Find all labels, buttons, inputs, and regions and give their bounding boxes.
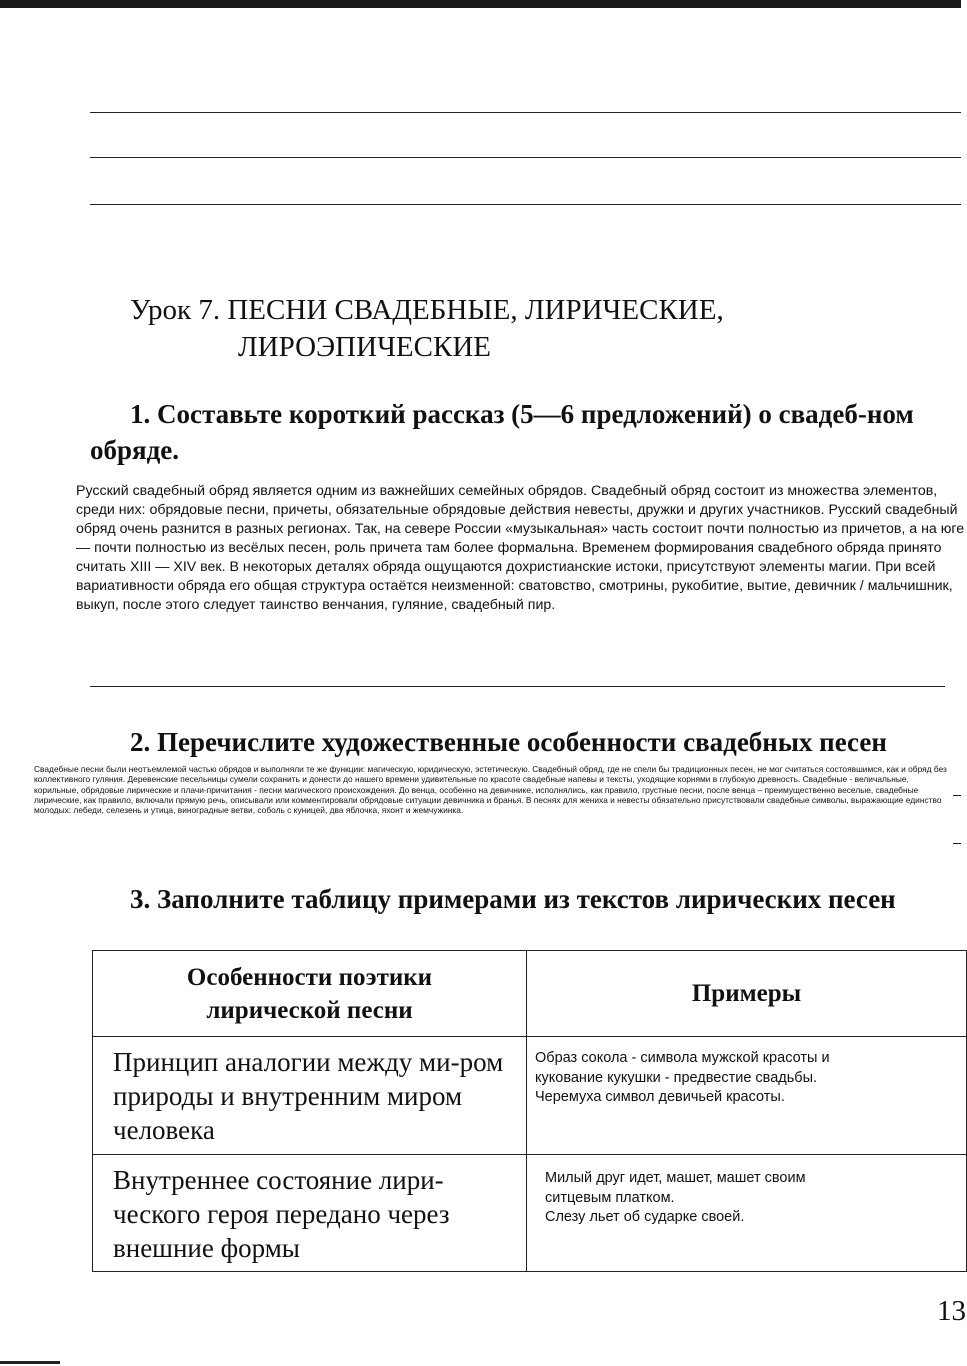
task2-heading: 2. Перечислите художественные особенности свадебных песен	[130, 727, 887, 757]
task1-answer: Русский свадебный обряд является одним из важнейших семейных обрядов. Свадебный обряд состоит из множества элементов, среди них: обрядовые песни, причеты, обязательные обрядовые действия невесты, дружки и других участников. Русский свадебный обряд очень разнится в разных регионах. Так, на севере России «музыкальная» часть состоит почти полностью из причетов, а на юге — почти полностью из весёлых песен, роль причета там более формальна. Временем формирования свадебного обряда принято считать XIII — XIV век. В некоторых деталях обряда ощущаются дохристианские истоки, присутствуют элементы магии. При всей вариативности обряда его общая структура остаётся неизменной: сватовство, смотрины, рукобитие, вытие, девичник / мальчишник, выкуп, после этого следует таинство венчания, гуляние, свадебный пир.	[76, 483, 965, 613]
example-cell	[527, 1155, 967, 1272]
feature-cell: Внутреннее состояние лири-ческого героя передано через внешние формы	[93, 1155, 527, 1272]
header-features	[93, 951, 527, 1037]
task2-answer: Свадебные песни были неотъемлемой частью обрядов и выполняли те же функции: магическую, юридическую, эстетическую. Свадебный обряд, где не спели бы традиционных песен, не мог считаться состоявшимся, как и обряд без коллективного гуляния. Деревенские песельницы сумели сохранить и донести до нашего времени удивительные по красоте свадебные напевы и тексты, уходящие корнями в глубокую древность. Свадебные - величальные, корильные, обрядовые лирические и плачи-причитания - песни магического происхождения. До венца, особенно на девичнике, исполнялись, как правило, грустные песни, после венца – преимущественно веселые, свадебные лирические, как правило, включали прямую речь, описывали или комментировали обрядовые ситуации девичника и бранья. В песнях для жениха и невесты обязательно присутствовали свадебные символы, выражающие единство молодых: лебеди, селезень и утица, виноградные ветви, соболь с куницей, два яблочка, яхонт и жемчужинка.	[34, 764, 947, 816]
example-line: ситцевым платком.	[545, 1189, 675, 1206]
task1-heading: 1. Составьте короткий рассказ (5—6 предложений) о свадеб-ном обряде.	[90, 399, 914, 465]
table-row	[93, 1037, 967, 1155]
header-features-line2: лирической песни	[206, 996, 413, 1024]
table-row	[93, 1155, 967, 1272]
example-line: Черемуха символ девичьей красоты.	[535, 1089, 785, 1105]
example-line: Милый друг идет, машет, машет своим	[545, 1170, 806, 1186]
answer-line-3	[90, 204, 961, 205]
scan-edge-top	[0, 0, 961, 8]
example-line: Слезу льет об сударке своей.	[545, 1209, 745, 1225]
example-line: кукование кукушки - предвестие свадьбы.	[535, 1069, 818, 1086]
answer-line-4	[90, 686, 945, 687]
example-cell	[527, 1037, 967, 1155]
answer-line-2	[90, 157, 961, 158]
poetics-table	[92, 950, 967, 1272]
task3-heading: 3. Заполните таблицу примерами из текстов лирических песен	[130, 884, 896, 914]
lesson-title-line2: ЛИРОЭПИЧЕСКИЕ	[238, 331, 491, 363]
margin-mark-2	[953, 843, 961, 844]
scan-edge-corner	[0, 1361, 60, 1364]
margin-mark-1	[953, 795, 961, 796]
lesson-title	[130, 292, 910, 366]
feature-cell: Принцип аналогии между ми-ром природы и внутренним миром человека	[93, 1037, 527, 1155]
example-line: Образ сокола - символа мужской красоты и	[535, 1050, 830, 1066]
header-examples: Примеры	[527, 951, 967, 1037]
page-number: 13	[937, 1295, 966, 1327]
answer-line-1	[90, 112, 961, 113]
header-features-line1: Особенности поэтики	[186, 963, 433, 991]
lesson-title-line1: Урок 7. ПЕСНИ СВАДЕБНЫЕ, ЛИРИЧЕСКИЕ,	[130, 294, 724, 326]
table-header-row	[93, 951, 967, 1037]
